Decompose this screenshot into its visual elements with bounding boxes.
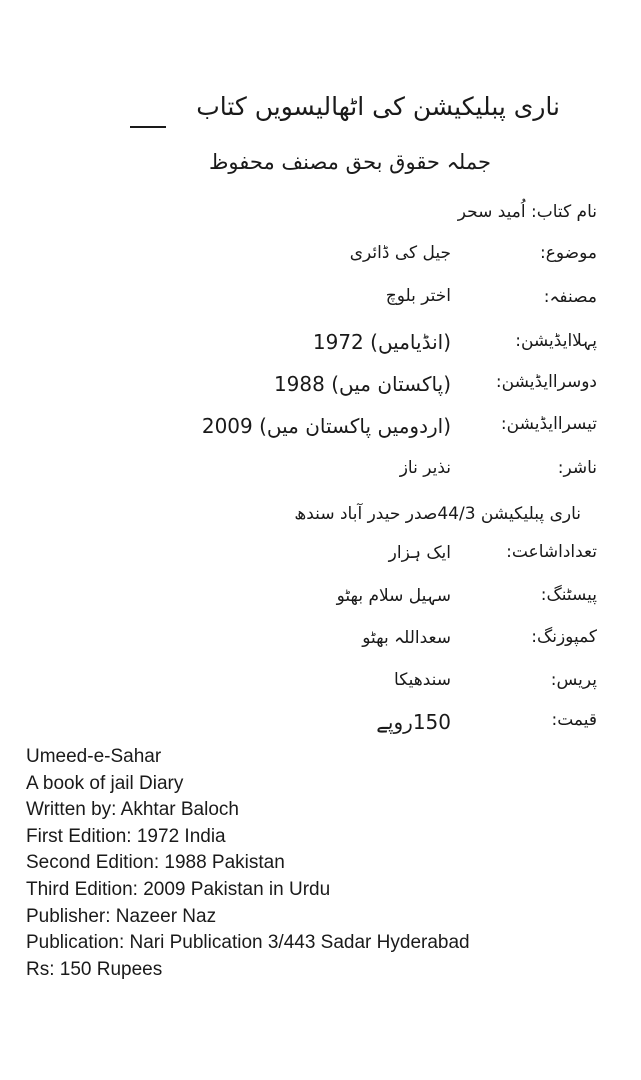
detail-label: تیسراایڈیشن: <box>500 414 597 434</box>
detail-row-subject <box>0 243 641 277</box>
detail-label: نام کتاب: اُمید سحر <box>457 202 597 222</box>
english-line-publisher: Publisher: Nazeer Naz <box>26 905 217 927</box>
english-line-author: Written by: Akhtar Baloch <box>26 799 239 821</box>
detail-label: تعداداشاعت: <box>506 542 597 562</box>
detail-row-second-edition <box>0 372 641 406</box>
detail-row-price <box>0 710 641 744</box>
detail-value: نذیر ناز <box>399 458 451 478</box>
detail-label: پیسٹنگ: <box>540 585 597 605</box>
copyright-notice: جملہ حقوق بحق مصنف محفوظ <box>209 150 491 174</box>
detail-value: سندھیکا <box>394 670 451 690</box>
detail-value: (انڈیامیں) 1972 <box>312 330 451 354</box>
english-line-price: Rs: 150 Rupees <box>26 958 163 980</box>
detail-row-first-edition <box>0 330 641 364</box>
detail-value: (اردومیں پاکستان میں) 2009 <box>201 414 451 438</box>
detail-row-publisher <box>0 458 641 492</box>
english-line-second-edition: Second Edition: 1988 Pakistan <box>26 852 285 874</box>
title-underline <box>130 126 166 128</box>
detail-label: پریس: <box>550 670 597 690</box>
detail-label: مصنفہ: <box>543 287 597 307</box>
detail-value: سہیل سلام بھٹو <box>336 586 451 606</box>
english-line-first-edition: First Edition: 1972 India <box>26 825 226 847</box>
detail-row-author <box>0 286 641 320</box>
detail-value: جیل کی ڈائری <box>349 243 451 263</box>
detail-row-composing <box>0 627 641 661</box>
detail-value: سعداللہ بھٹو <box>362 628 451 648</box>
detail-row-press <box>0 670 641 704</box>
detail-label: ناشر: <box>557 458 597 478</box>
english-line-third-edition: Third Edition: 2009 Pakistan in Urdu <box>26 878 331 900</box>
detail-label: قیمت: <box>551 710 597 730</box>
detail-label: دوسراایڈیشن: <box>495 372 597 392</box>
english-line-publication: Publication: Nari Publication 3/443 Sadar Hyderabad <box>26 932 470 954</box>
detail-label: پہلاایڈیشن: <box>515 331 597 351</box>
detail-value: اختر بلوچ <box>385 286 451 306</box>
detail-value: (پاکستان میں) 1988 <box>273 372 451 396</box>
english-line-title: Umeed-e-Sahar <box>26 746 162 767</box>
detail-row-third-edition <box>0 414 641 448</box>
detail-row-pasting <box>0 585 641 619</box>
detail-value: ایک ہزار <box>388 543 451 563</box>
detail-label: کمپوزنگ: <box>531 627 597 647</box>
english-line-subject: A book of jail Diary <box>26 772 184 794</box>
publisher-address: ناری پبلیکیشن 44/3صدر حیدر آباد سندھ <box>294 504 581 524</box>
detail-row-print-run <box>0 542 641 576</box>
detail-label: موضوع: <box>540 243 597 263</box>
english-imprint <box>26 744 616 983</box>
detail-value: 150روپے <box>376 710 451 734</box>
page-title: ناری پبلیکیشن کی اٹھالیسویں کتاب <box>196 92 560 121</box>
detail-row-book-name <box>0 202 641 236</box>
